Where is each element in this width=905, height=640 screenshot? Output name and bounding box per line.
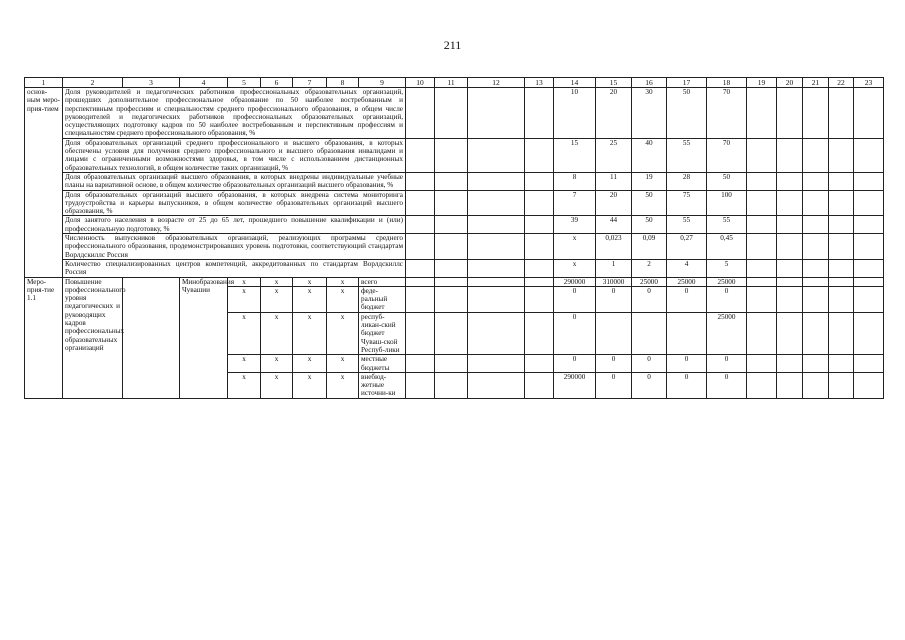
empty-cell [525,259,554,277]
empty-cell [435,216,468,234]
empty-cell [803,355,829,373]
executor: Минобразования Чувашии [180,277,228,398]
empty-cell [747,216,777,234]
empty-cell [468,172,525,190]
empty-cell [435,88,468,139]
empty-cell [747,312,777,354]
indicator-row [25,216,884,234]
empty-cell [468,286,525,312]
value-cell: 0 [596,372,632,398]
value-cell: 40 [632,138,667,172]
measure-name: Повышение профессионального уровня педагогических и руководящих кадров профессиональных образовательных организаций [63,277,123,398]
column-header: 5 [228,78,261,88]
empty-cell [747,259,777,277]
value-cell: 0 [554,286,596,312]
value-cell: 1 [596,259,632,277]
indicator-row [25,138,884,172]
column-header: 11 [435,78,468,88]
empty-cell [525,355,554,373]
empty-cell [854,355,884,373]
empty-cell [468,138,525,172]
value-cell: 0 [596,355,632,373]
value-cell: 0 [707,286,747,312]
empty-cell [854,277,884,286]
empty-cell [525,88,554,139]
column-header: 9 [359,78,406,88]
value-cell: 7 [554,190,596,216]
code-cell: x [327,355,359,373]
column-header: 23 [854,78,884,88]
empty-cell [777,277,803,286]
empty-cell [747,138,777,172]
value-cell: 11 [596,172,632,190]
empty-cell [777,216,803,234]
empty-cell [803,138,829,172]
column-header: 21 [803,78,829,88]
empty-cell [525,172,554,190]
empty-cell [747,372,777,398]
empty-cell [406,312,435,354]
value-cell: 25 [596,138,632,172]
value-cell: 30 [632,88,667,139]
column-header-row [25,78,884,88]
value-cell: 70 [707,88,747,139]
empty-cell [406,286,435,312]
value-cell: 2 [632,259,667,277]
empty-cell [525,312,554,354]
empty-cell [435,234,468,260]
value-cell: 8 [554,172,596,190]
empty-cell [468,88,525,139]
value-cell [596,312,632,354]
code-cell: x [261,277,293,286]
empty-cell [468,355,525,373]
empty-cell [747,172,777,190]
column-header: 7 [293,78,327,88]
code-cell: x [293,372,327,398]
value-cell: 0 [667,286,707,312]
indicator-text: Доля занятого населения в возрасте от 25 до 65 лет, прошедшего повышение квалификации и (или) профессиональную подготовку, % [63,216,406,234]
empty-cell [777,88,803,139]
empty-cell [854,172,884,190]
value-cell: 55 [667,138,707,172]
code-cell: x [261,355,293,373]
empty-cell [747,277,777,286]
value-cell: 50 [632,216,667,234]
empty-cell [525,216,554,234]
budget-table [24,77,884,399]
column-header: 6 [261,78,293,88]
value-cell: 50 [667,88,707,139]
empty-cell [468,234,525,260]
value-cell: 25000 [707,312,747,354]
value-cell [632,312,667,354]
empty-cell [854,312,884,354]
empty-cell [803,286,829,312]
empty-cell [747,88,777,139]
empty-cell [854,216,884,234]
empty-cell [406,138,435,172]
empty-cell [406,372,435,398]
empty-cell [468,190,525,216]
empty-cell [854,138,884,172]
empty-cell [803,312,829,354]
value-cell: 25000 [632,277,667,286]
column-header: 17 [667,78,707,88]
empty-cell [406,88,435,139]
empty-cell [803,172,829,190]
value-cell: 15 [554,138,596,172]
empty-cell [435,286,468,312]
indicator-text: Количество специализированных центров компетенций, аккредитованных по стандартам Ворлдскиллс Россия [63,259,406,277]
value-cell [667,312,707,354]
value-cell: 0 [632,286,667,312]
column-header: 16 [632,78,667,88]
indicator-text: Численность выпускников образовательных организаций, реализующих программы среднего профессионального образования, продемонстрировавших уровень подготовки, соответствующий стандартам Ворлдскиллс Россия [63,234,406,260]
empty-cell [777,234,803,260]
empty-cell [435,277,468,286]
empty-cell [468,259,525,277]
empty-cell [406,216,435,234]
funding-source: всего [359,277,406,286]
code-cell: x [228,355,261,373]
column-header: 3 [123,78,180,88]
column-header: 2 [63,78,123,88]
value-cell: 20 [596,88,632,139]
empty-cell [803,277,829,286]
column-header: 1 [25,78,63,88]
value-cell: 4 [667,259,707,277]
indicator-row [25,234,884,260]
empty-cell [829,172,854,190]
empty-cell [803,259,829,277]
code-cell: x [228,372,261,398]
section-label: основ-ным меро-прия-тием [25,88,63,278]
column-header: 22 [829,78,854,88]
empty-cell [854,259,884,277]
empty-cell [803,372,829,398]
value-cell: 0 [667,372,707,398]
value-cell: 0,45 [707,234,747,260]
value-cell: 39 [554,216,596,234]
code-cell: x [261,372,293,398]
column-header: 18 [707,78,747,88]
empty-cell [747,355,777,373]
empty-cell [435,312,468,354]
empty-cell [406,190,435,216]
empty-cell [435,190,468,216]
empty-cell [435,172,468,190]
value-cell: 44 [596,216,632,234]
value-cell: 55 [667,216,707,234]
column-header: 10 [406,78,435,88]
empty-cell [406,277,435,286]
empty-cell [747,190,777,216]
value-cell: 100 [707,190,747,216]
empty-cell [829,312,854,354]
empty-cell [777,355,803,373]
code-cell: x [327,286,359,312]
value-cell: 0 [596,286,632,312]
value-cell: 0,023 [596,234,632,260]
column-header: 14 [554,78,596,88]
code-cell: x [293,355,327,373]
value-cell: 290000 [554,372,596,398]
funding-row [25,277,884,286]
column-header: 19 [747,78,777,88]
value-cell: 75 [667,190,707,216]
empty-cell [525,234,554,260]
empty-cell [525,138,554,172]
value-cell: 28 [667,172,707,190]
empty-cell [468,216,525,234]
value-cell: 310000 [596,277,632,286]
empty-cell [406,259,435,277]
code-cell: x [327,312,359,354]
empty-cell [525,277,554,286]
empty-cell [777,172,803,190]
value-cell: 50 [707,172,747,190]
value-cell: 55 [707,216,747,234]
code-cell: x [261,312,293,354]
funding-source: внебюд-жетные источни-ки [359,372,406,398]
column-header: 20 [777,78,803,88]
empty-cell [468,372,525,398]
empty-cell [829,372,854,398]
empty-cell [435,372,468,398]
empty-cell [525,372,554,398]
value-cell: 0 [632,355,667,373]
value-cell: 5 [707,259,747,277]
code-cell: x [228,286,261,312]
funding-source: респуб-ликан-ский бюджет Чуваш-ской Респуб-лики [359,312,406,354]
empty-cell [435,138,468,172]
empty-cell [854,286,884,312]
empty-cell [747,286,777,312]
empty-cell [829,286,854,312]
indicator-row [25,259,884,277]
column-header: 12 [468,78,525,88]
empty-cell [777,372,803,398]
empty-cell [435,259,468,277]
indicator-row [25,190,884,216]
value-cell: 0 [554,355,596,373]
empty-cell [829,277,854,286]
page-number: 211 [443,38,462,52]
column-header: 15 [596,78,632,88]
value-cell: 10 [554,88,596,139]
code-cell: x [327,277,359,286]
empty-cell [747,234,777,260]
empty-cell [854,372,884,398]
empty-cell [777,190,803,216]
empty-cell [123,277,180,398]
column-header: 8 [327,78,359,88]
code-cell: x [228,312,261,354]
value-cell: x [554,234,596,260]
value-cell: 20 [596,190,632,216]
value-cell: 19 [632,172,667,190]
funding-source: феде-ральный бюджет [359,286,406,312]
code-cell: x [293,312,327,354]
value-cell: 0,27 [667,234,707,260]
empty-cell [406,234,435,260]
empty-cell [777,312,803,354]
indicator-text: Доля образовательных организаций высшего образования, в которых внедрена система мониторинга трудоустройства и карьеры выпускников, в общем количестве образовательных организаций высшего образования, % [63,190,406,216]
value-cell: 0,09 [632,234,667,260]
empty-cell [829,259,854,277]
indicator-row [25,88,884,139]
code-cell: x [228,277,261,286]
code-cell: x [293,277,327,286]
empty-cell [829,216,854,234]
empty-cell [803,216,829,234]
empty-cell [829,88,854,139]
table-body [25,78,884,399]
empty-cell [777,259,803,277]
value-cell: 25000 [667,277,707,286]
value-cell: 290000 [554,277,596,286]
empty-cell [854,234,884,260]
empty-cell [803,88,829,139]
indicator-row [25,172,884,190]
code-cell: x [261,286,293,312]
empty-cell [525,286,554,312]
value-cell: 25000 [707,277,747,286]
empty-cell [777,286,803,312]
value-cell: 0 [707,355,747,373]
empty-cell [854,190,884,216]
empty-cell [435,355,468,373]
empty-cell [525,190,554,216]
indicator-text: Доля образовательных организаций высшего образования, в которых внедрены индивидуальные учебные планы на вариативной основе, в общем количестве образовательных организаций высшего образования, % [63,172,406,190]
code-cell: x [327,372,359,398]
column-header: 4 [180,78,228,88]
empty-cell [829,190,854,216]
value-cell: 0 [554,312,596,354]
value-cell: 0 [707,372,747,398]
indicator-text: Доля образовательных организаций среднего профессионального и высшего образования, в которых обеспечены условия для получения среднего профессионального и высшего образования инвалидами и лицами с ограниченными возможностями здоровья, в том числе с использованием дистанционных образовательных технологий, в общем количестве таких организаций, % [63,138,406,172]
empty-cell [829,234,854,260]
value-cell: 0 [632,372,667,398]
column-header: 13 [525,78,554,88]
empty-cell [829,355,854,373]
value-cell: 0 [667,355,707,373]
measure-label: Меро-прия-тие 1.1 [25,277,63,398]
value-cell: 70 [707,138,747,172]
funding-source: местные бюджеты [359,355,406,373]
value-cell: x [554,259,596,277]
empty-cell [468,312,525,354]
empty-cell [803,234,829,260]
empty-cell [803,190,829,216]
empty-cell [777,138,803,172]
empty-cell [406,355,435,373]
code-cell: x [293,286,327,312]
value-cell: 50 [632,190,667,216]
empty-cell [468,277,525,286]
empty-cell [854,88,884,139]
empty-cell [406,172,435,190]
empty-cell [829,138,854,172]
indicator-text: Доля руководителей и педагогических работников профессиональных образовательных организаций, прошедших дополнительное профессиональное образование по 50 наиболее востребованным и перспективным профессиям и специальностям среднего профессионального образования, в общем числе руководителей и педагогических работников профессиональных образовательных организаций, осуществляющих подготовку кадров по 50 наиболее востребованным и перспективным профессиям и специальностям среднего профессионального образования, % [63,88,406,139]
